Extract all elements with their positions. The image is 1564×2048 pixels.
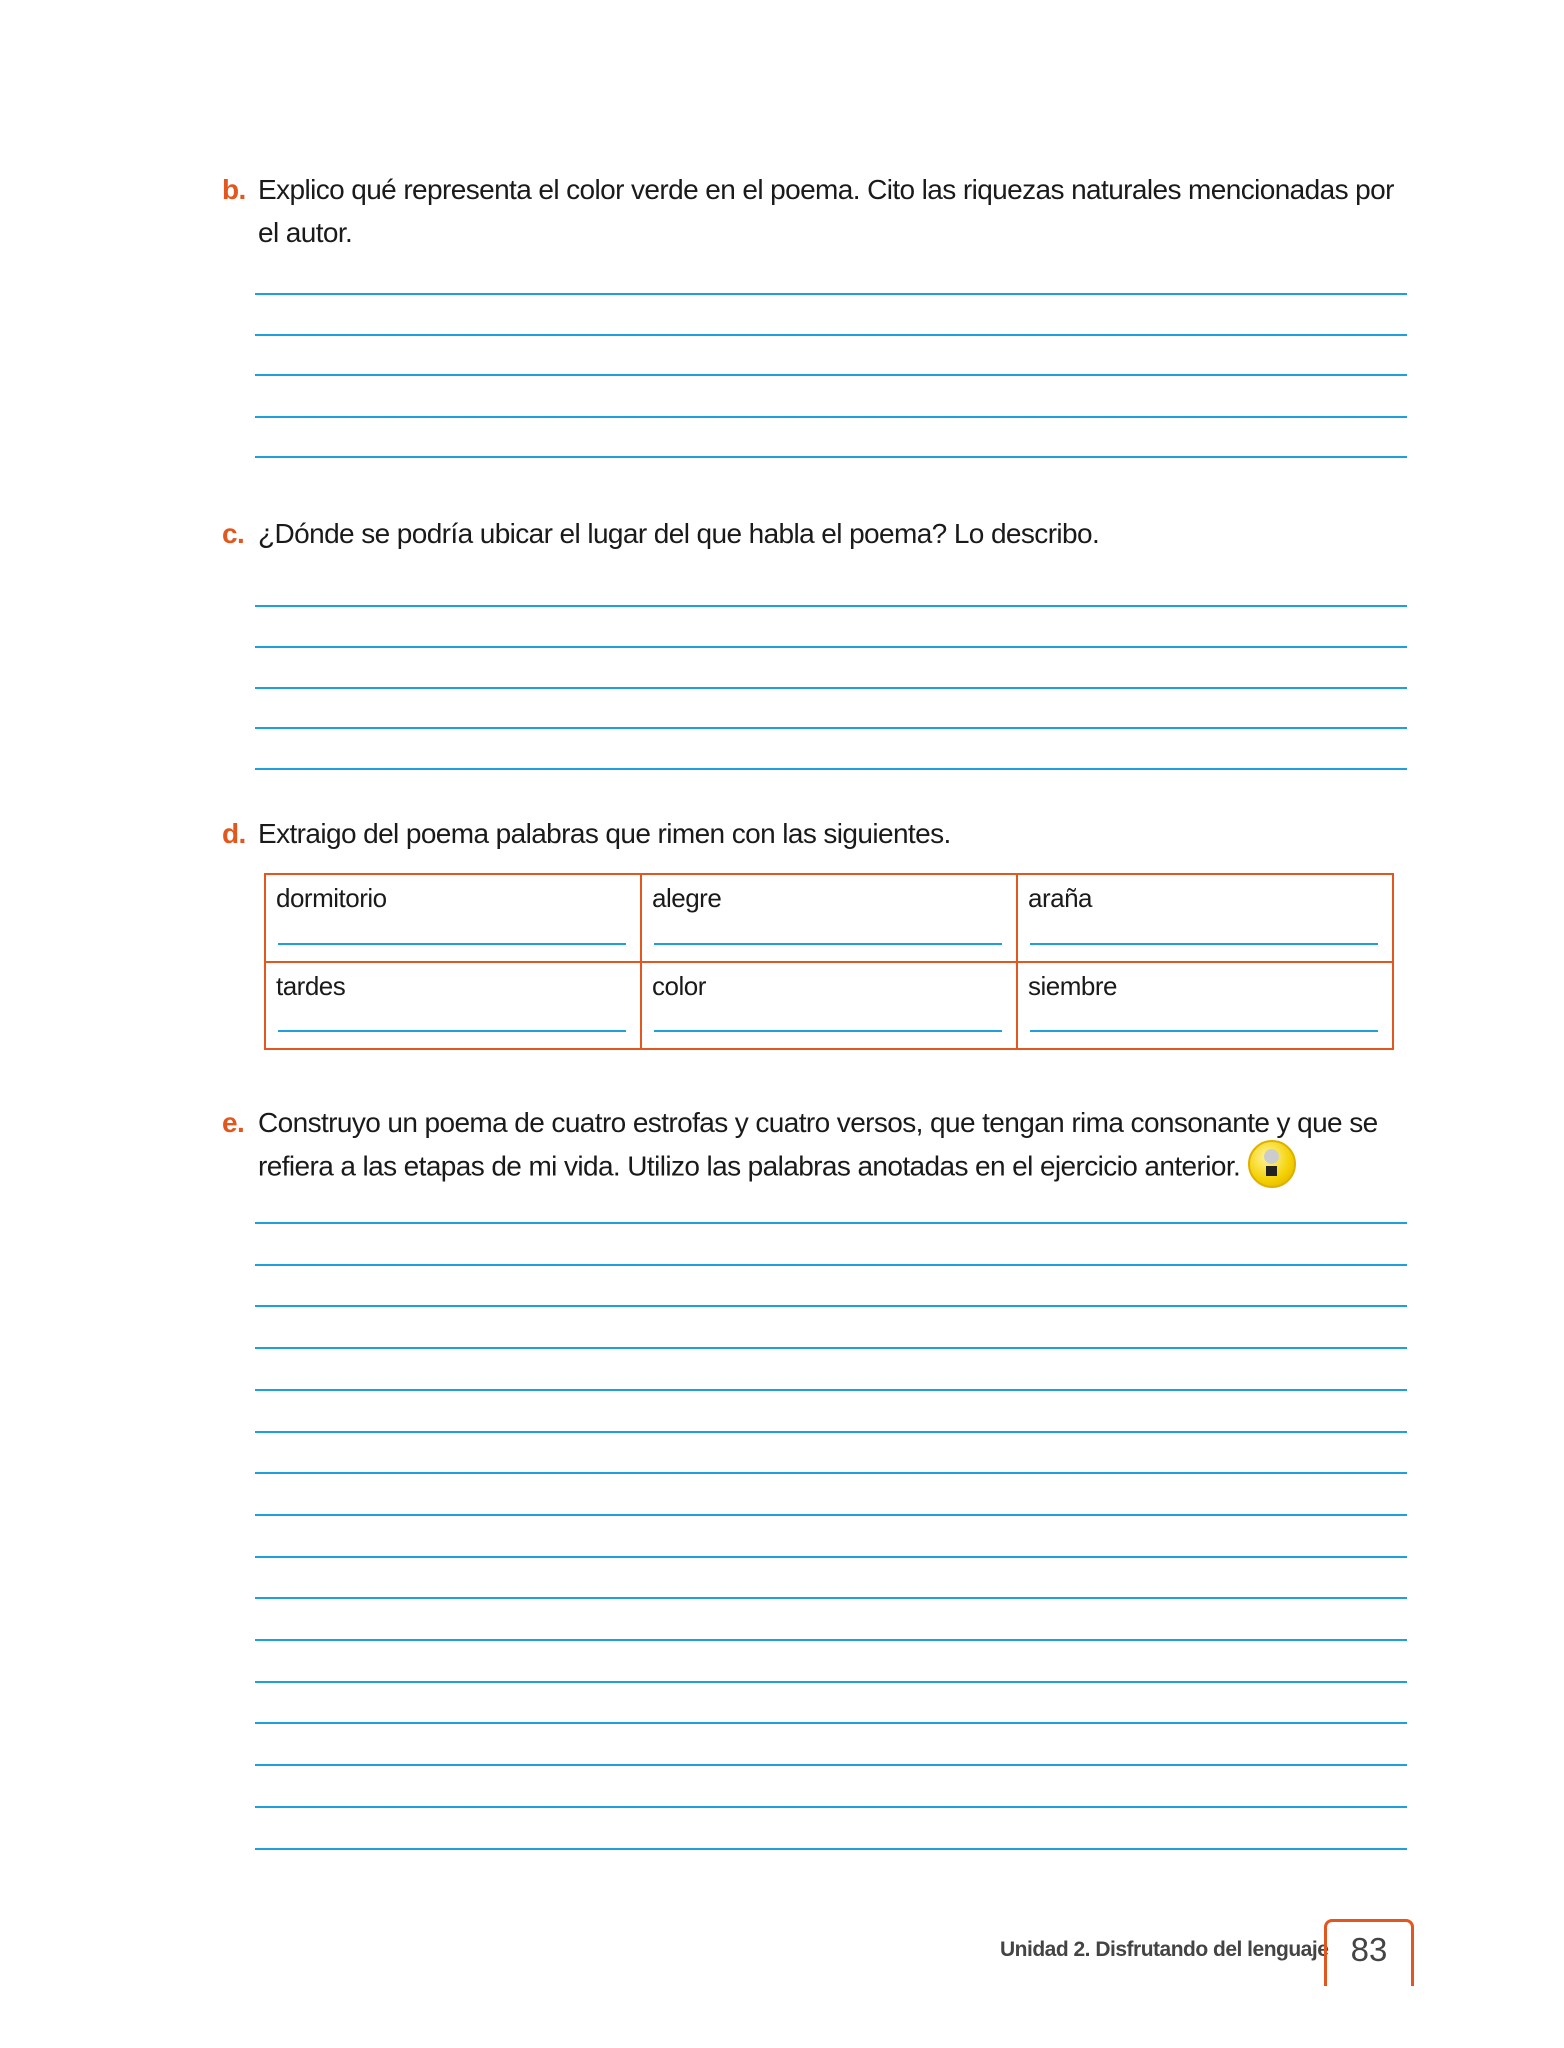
answer-line[interactable] bbox=[255, 1389, 1407, 1391]
question-text: Construyo un poema de cuatro estrofas y cuatro versos, que tengan rima consonante y que se bbox=[258, 1107, 1378, 1138]
answer-line[interactable] bbox=[255, 416, 1407, 418]
answer-line[interactable] bbox=[255, 293, 1407, 295]
rhyme-word: siembre bbox=[1028, 970, 1117, 1001]
answer-line[interactable] bbox=[255, 1806, 1407, 1808]
answer-line[interactable] bbox=[255, 1556, 1407, 1558]
page-number: 83 bbox=[1324, 1919, 1414, 1986]
answer-line[interactable] bbox=[255, 456, 1407, 458]
lightbulb-icon bbox=[1248, 1140, 1296, 1188]
question-label: e. bbox=[222, 1107, 245, 1138]
answer-line[interactable] bbox=[255, 1848, 1407, 1850]
unit-title: Unidad 2. Disfrutando del lenguaje bbox=[1000, 1938, 1329, 1961]
answer-line[interactable] bbox=[255, 1472, 1407, 1474]
answer-line[interactable] bbox=[278, 943, 626, 945]
answer-line[interactable] bbox=[1030, 1030, 1378, 1032]
answer-line[interactable] bbox=[255, 1305, 1407, 1307]
rhyme-word: tardes bbox=[276, 970, 346, 1001]
answer-line[interactable] bbox=[255, 1514, 1407, 1516]
rhyme-cell[interactable] bbox=[641, 962, 1017, 1050]
question-text-line2 bbox=[258, 1144, 1378, 1192]
answer-line[interactable] bbox=[255, 1597, 1407, 1599]
rhyme-word: dormitorio bbox=[276, 883, 387, 913]
answer-line[interactable] bbox=[255, 1431, 1407, 1433]
question-b bbox=[222, 168, 1394, 254]
answer-line[interactable] bbox=[255, 605, 1407, 607]
rhyme-table bbox=[264, 873, 1394, 1050]
question-d bbox=[222, 812, 951, 855]
rhyme-cell[interactable] bbox=[641, 874, 1017, 962]
question-text: Explico qué representa el color verde en el poema. Cito las riquezas naturales mencionadas por bbox=[258, 174, 1394, 205]
answer-line[interactable] bbox=[255, 646, 1407, 648]
answer-line[interactable] bbox=[255, 1639, 1407, 1641]
question-text: Extraigo del poema palabras que rimen con las siguientes. bbox=[258, 818, 951, 849]
question-text: ¿Dónde se podría ubicar el lugar del que habla el poema? Lo describo. bbox=[258, 518, 1100, 549]
answer-line[interactable] bbox=[255, 768, 1407, 770]
question-label: c. bbox=[222, 518, 245, 549]
answer-line[interactable] bbox=[654, 943, 1002, 945]
question-text: el autor. bbox=[258, 217, 353, 248]
rhyme-cell[interactable] bbox=[1017, 962, 1393, 1050]
question-c bbox=[222, 512, 1099, 555]
answer-line[interactable] bbox=[255, 1347, 1407, 1349]
answer-line[interactable] bbox=[278, 1030, 626, 1032]
question-e bbox=[222, 1101, 1378, 1192]
rhyme-cell[interactable] bbox=[265, 962, 641, 1050]
question-label: d. bbox=[222, 818, 246, 849]
answer-line[interactable] bbox=[654, 1030, 1002, 1032]
answer-line[interactable] bbox=[255, 687, 1407, 689]
answer-line[interactable] bbox=[255, 727, 1407, 729]
rhyme-word: alegre bbox=[652, 883, 722, 913]
rhyme-word: araña bbox=[1028, 883, 1092, 913]
answer-line[interactable] bbox=[255, 1222, 1407, 1224]
rhyme-cell[interactable] bbox=[1017, 874, 1393, 962]
question-label: b. bbox=[222, 174, 246, 205]
answer-line[interactable] bbox=[1030, 943, 1378, 945]
rhyme-word: color bbox=[652, 970, 706, 1001]
answer-line[interactable] bbox=[255, 334, 1407, 336]
question-text: refiera a las etapas de mi vida. Utilizo las palabras anotadas en el ejercicio anterior. bbox=[258, 1150, 1241, 1182]
answer-line[interactable] bbox=[255, 1264, 1407, 1266]
answer-line[interactable] bbox=[255, 1722, 1407, 1724]
answer-line[interactable] bbox=[255, 1681, 1407, 1683]
rhyme-cell[interactable] bbox=[265, 874, 641, 962]
answer-line[interactable] bbox=[255, 1764, 1407, 1766]
answer-line[interactable] bbox=[255, 374, 1407, 376]
